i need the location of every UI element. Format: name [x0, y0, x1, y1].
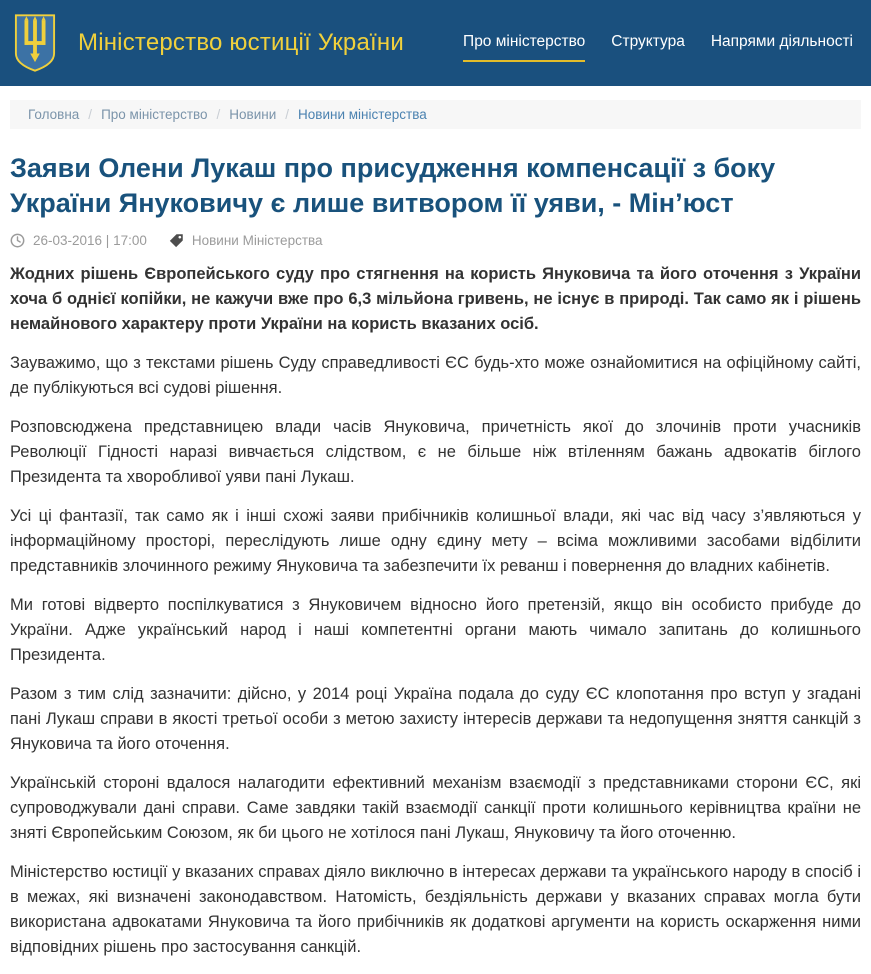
- breadcrumb-separator: /: [88, 107, 93, 122]
- site-title[interactable]: Міністерство юстиції України: [78, 29, 404, 56]
- clock-icon: [10, 233, 25, 248]
- publish-date: 26-03-2016 | 17:00: [33, 233, 147, 249]
- nav-item-2[interactable]: Напрями діяльності: [710, 33, 853, 50]
- breadcrumb-separator: /: [216, 107, 221, 122]
- tag-icon: [169, 233, 184, 248]
- article-paragraph-2: Розповсюджена представницею влади часів Януковича, причетність якої до злочинів проти учасників Революції Гідності наразі вивчається слідством, є не більше ніж втіленням бажань адвокатів біглого Президента та хворобливої уяви пані Лукаш.: [10, 418, 861, 487]
- site-header: [0, 0, 871, 86]
- nav-item-0[interactable]: Про міністерство: [463, 33, 585, 62]
- breadcrumb-item-3[interactable]: Новини міністерства: [298, 107, 427, 122]
- article-paragraph-0: Жодних рішень Європейського суду про стягнення на користь Януковича та його оточення з України хоча б однієї копійки, не кажучи вже про 6,3 мільйона гривень, не існує в природі. Так само як і рішень немайнового характеру проти України на користь вказаних осіб.: [10, 265, 861, 334]
- breadcrumb-separator: /: [285, 107, 290, 122]
- category-label[interactable]: Новини Міністерства: [191, 233, 323, 249]
- breadcrumb-item-2[interactable]: Новини: [229, 107, 277, 122]
- article-paragraph-3: Усі ці фантазії, так само як і інші схожі заяви прибічників колишньої влади, які час від часу з’являються у інформаційному просторі, переслідують лише одну єдину мету – всіма можливими засобами відбілити представників злочинного режиму Януковича та забезпечити їх реванш і повернення до владних кабінетів.: [10, 507, 861, 576]
- breadcrumb-item-0[interactable]: Головна: [28, 107, 80, 122]
- article-paragraph-6: Українській стороні вдалося налагодити ефективний механізм взаємодії з представниками сторони ЄС, які супроводжували дані справи. Саме завдяки такій взаємодії санкції проти колишнього керівництва країни не зняті Європейським Союзом, як би цього не хотілося пані Лукаш, Януковичу та його оточенню.: [10, 774, 861, 843]
- breadcrumb: [10, 100, 861, 129]
- article-paragraph-5: Разом з тим слід зазначити: дійсно, у 2014 році Україна подала до суду ЄС клопотання про вступ у згадані пані Лукаш справи в якості третьої особи з метою захисту інтересів держави та недопущення зняття санкцій з Януковича та його оточення.: [10, 685, 861, 754]
- main-nav: [463, 33, 857, 53]
- article-paragraph-4: Ми готові відверто поспілкуватися з Януковичем відносно його претензій, якщо він особисто прибуде до України. Адже український народ і наші компетентні органи мають чимало запитань до колишнього Президента.: [10, 596, 861, 665]
- page-title: Заяви Олени Лукаш про присудження компенсації з боку України Януковичу є лише витвором її уяви, - Мін’юст: [10, 153, 776, 219]
- breadcrumb-item-1[interactable]: Про міністерство: [101, 107, 208, 122]
- article: [0, 151, 871, 960]
- article-paragraph-1: Зауважимо, що з текстами рішень Суду справедливості ЄС будь-хто може ознайомитися на офіційному сайті, де публікуються всі судові рішення.: [10, 354, 861, 398]
- article-meta: [10, 233, 861, 248]
- nav-item-1[interactable]: Структура: [611, 33, 685, 50]
- coat-of-arms-logo-icon[interactable]: [14, 13, 56, 73]
- article-paragraph-7: Міністерство юстиції у вказаних справах діяло виключно в інтересах держави та українського народу в спосіб і в межах, які визначені законодавством. Натомість, бездіяльність держави у вказаних справах могла бути використана адвокатами Януковича та його прибічників як додаткові аргументи на користь оскарження ними відповідних рішень про застосування санкцій.: [10, 863, 861, 957]
- article-body: [10, 262, 861, 960]
